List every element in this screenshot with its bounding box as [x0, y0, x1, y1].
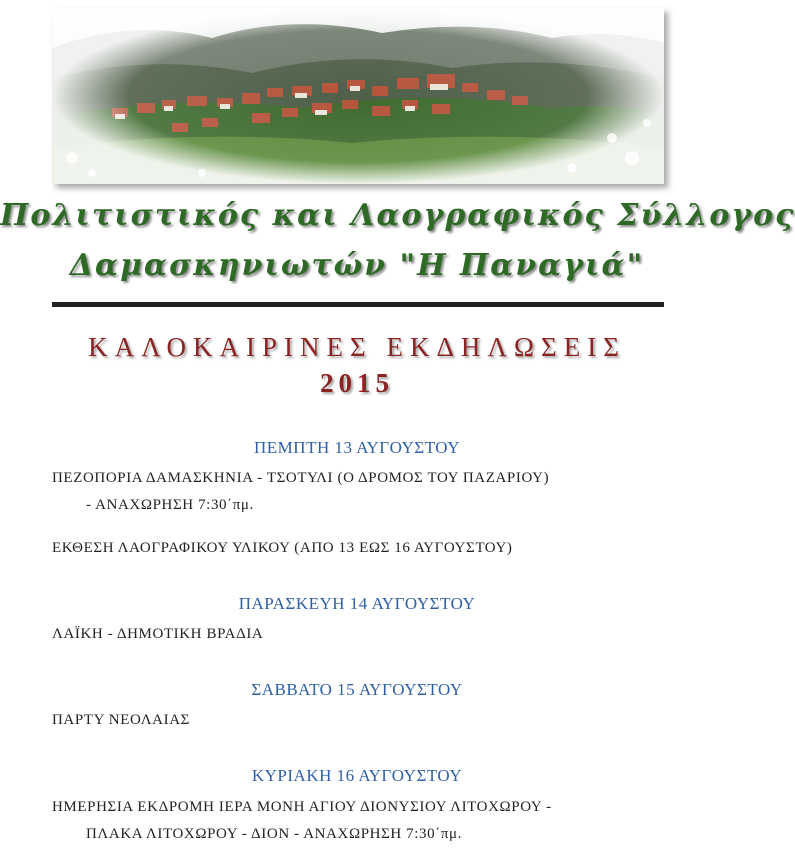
organization-name-line-1: Πολιτιστικός και Λαογραφικός Σύλλογος	[0, 198, 795, 233]
village-banner-image	[52, 8, 664, 184]
event-item: ΠΕΖΟΠΟΡΙΑ ΔΑΜΑΣΚΗΝΙΑ - ΤΣΟΤΥΛΙ (Ο ΔΡΟΜΟΣ ΤΟΥ ΠΑΖΑΡΙΟΥ)	[52, 470, 550, 486]
event-item: ΗΜΕΡΗΣΙΑ ΕΚΔΡΟΜΗ ΙΕΡΑ ΜΟΝΗ ΑΓΙΟΥ ΔΙΟΝΥΣΙΟΥ ΛΙΤΟΧΩΡΟΥ -	[52, 799, 552, 815]
events-heading: ΚΑΛΟΚΑΙΡΙΝΕΣ ΕΚΔΗΛΩΣΕΙΣ	[88, 332, 626, 362]
event-item: - ΑΝΑΧΩΡΗΣΗ 7:30΄πμ.	[86, 497, 254, 513]
event-item: ΕΚΘΕΣΗ ΛΑΟΓΡΑΦΙΚΟΥ ΥΛΙΚΟΥ (ΑΠΟ 13 ΕΩΣ 16 ΑΥΓΟΥΣΤΟΥ)	[52, 540, 513, 556]
day-heading-friday: ΠΑΡΑΣΚΕΥΗ 14 ΑΥΓΟΥΣΤΟΥ	[238, 594, 476, 613]
day-heading-thursday: ΠΕΜΠΤΗ 13 ΑΥΓΟΥΣΤΟΥ	[254, 438, 460, 457]
day-heading-sunday: ΚΥΡΙΑΚΗ 16 ΑΥΓΟΥΣΤΟΥ	[251, 766, 463, 785]
day-heading-saturday: ΣΑΒΒΑΤΟ 15 ΑΥΓΟΥΣΤΟΥ	[251, 680, 463, 699]
event-item: ΠΛΑΚΑ ΛΙΤΟΧΩΡΟΥ - ΔΙΟΝ - ΑΝΑΧΩΡΗΣΗ 7:30΄πμ.	[86, 826, 463, 842]
event-item: ΠΑΡΤΥ ΝΕΟΛΑΙΑΣ	[52, 712, 190, 728]
organization-name-line-2: Δαμασκηνιωτών "Η Παναγιά"	[69, 248, 645, 283]
events-year: 2015	[320, 368, 394, 398]
event-item: ΛΑΪΚΗ - ΔΗΜΟΤΙΚΗ ΒΡΑΔΙΑ	[52, 626, 264, 642]
divider-rule	[52, 302, 664, 307]
